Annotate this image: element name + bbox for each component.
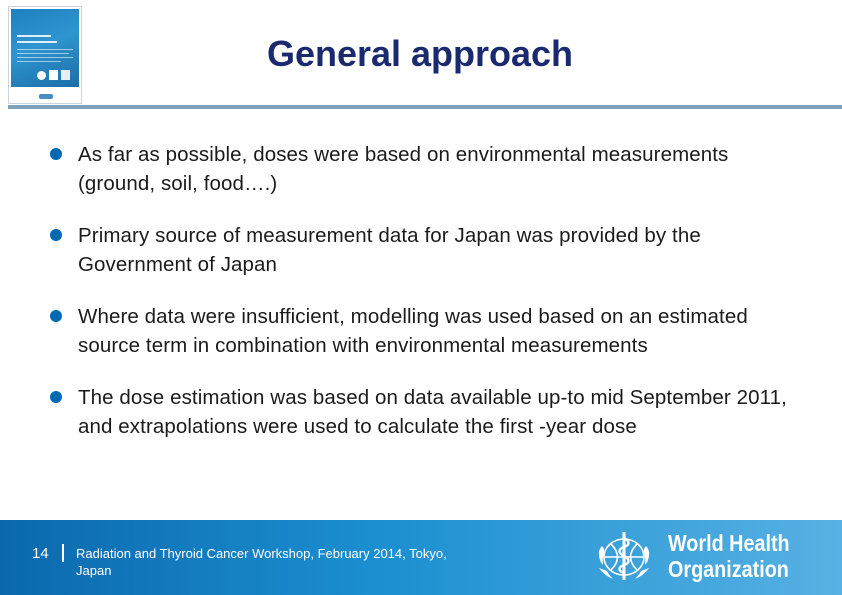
bullet-text: The dose estimation was based on data available up-to mid September 2011, and extrapolations were used to calculate the first -year dose	[78, 386, 787, 438]
who-name-line1: World Health	[668, 530, 790, 556]
footer-event-text: Radiation and Thyroid Cancer Workshop, February 2014, Tokyo, Japan	[76, 546, 447, 578]
slide-title: General approach	[266, 33, 574, 74]
bullet-dot-icon	[50, 391, 62, 403]
bullet-list	[48, 140, 808, 441]
page-number-divider	[62, 544, 64, 562]
cover-logo-icon	[49, 70, 58, 80]
bullet-text: As far as possible, doses were based on environmental measurements (ground, soil, food….)	[78, 143, 729, 195]
page-number: 14	[32, 545, 49, 562]
report-cover-image	[11, 9, 79, 87]
bullet-item	[48, 140, 808, 198]
who-emblem-icon	[591, 526, 657, 588]
who-wordmark	[668, 530, 814, 582]
cover-logo-icon	[61, 70, 70, 80]
bullet-text: Where data were insufficient, modelling was used based on an estimated source term in combination with environmental measurements	[78, 305, 748, 357]
bullet-dot-icon	[50, 229, 62, 241]
bullet-dot-icon	[50, 310, 62, 322]
report-cover-thumbnail	[8, 6, 82, 104]
footer-bar	[0, 520, 842, 595]
bullet-item	[48, 302, 808, 360]
cover-logo-icon	[37, 71, 46, 80]
bullet-dot-icon	[50, 148, 62, 160]
bullet-item	[48, 383, 808, 441]
bullet-item	[48, 221, 808, 279]
header-divider	[8, 105, 842, 109]
who-name-line2: Organization	[668, 556, 789, 582]
cover-publisher-logo-icon	[39, 94, 53, 99]
bullet-text: Primary source of measurement data for Japan was provided by the Government of Japan	[78, 224, 701, 276]
